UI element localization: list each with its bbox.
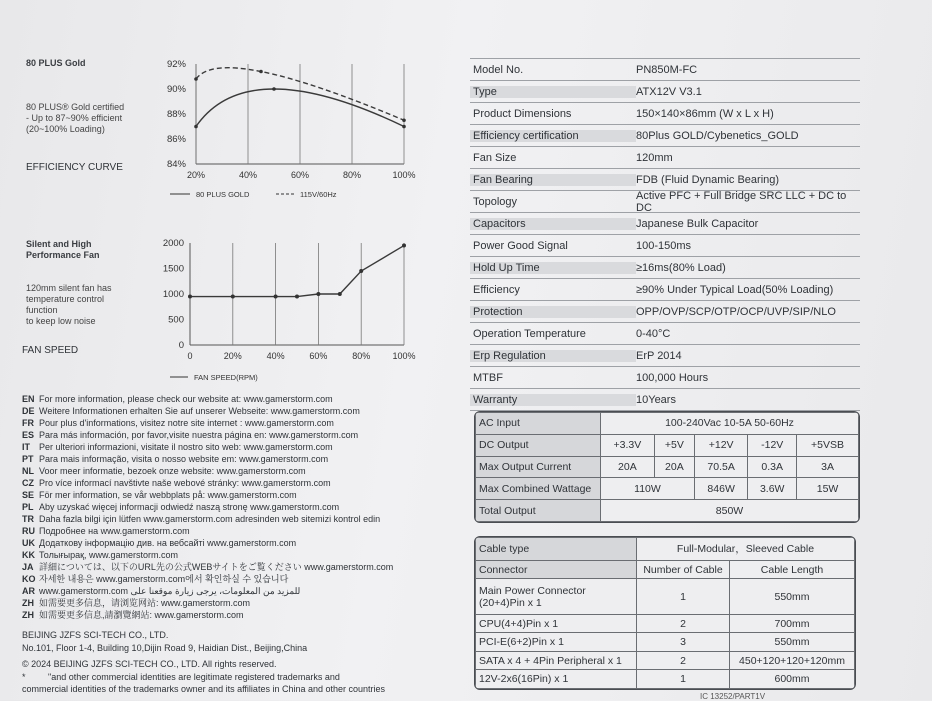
language-code: PT	[22, 454, 34, 464]
spec-key: Operation Temperature	[473, 327, 586, 340]
language-code: DE	[22, 406, 35, 416]
spec-row	[470, 257, 860, 279]
fan-label-line: Silent and High	[26, 239, 92, 249]
cable-cell: 600mm	[730, 670, 855, 689]
language-text: För mer information, se vår webbplats på: www.gamerstorm.com	[39, 490, 297, 500]
data-point	[402, 244, 406, 248]
fan-desc-line: to keep low noise	[26, 316, 96, 326]
spec-value: 0-40°C	[636, 327, 671, 340]
y-tick-label: 86%	[166, 134, 186, 145]
language-line	[22, 501, 393, 513]
spec-value: ATX12V V3.1	[636, 85, 702, 98]
cable-cell: 3	[637, 633, 730, 652]
x-tick-label: 100%	[392, 351, 416, 361]
ac-input-label: AC Input	[476, 413, 601, 435]
spec-row	[470, 323, 860, 345]
cable-cell: 2	[637, 651, 730, 670]
spec-row	[470, 235, 860, 257]
language-line	[22, 525, 393, 537]
cert-footnote: IC 13252/PART1V	[700, 692, 766, 701]
rail-cell: +12V	[694, 434, 747, 456]
language-line	[22, 609, 393, 621]
cable-row	[476, 614, 855, 633]
x-tick-label: 40%	[238, 170, 258, 180]
spec-key: Hold Up Time	[470, 262, 636, 274]
fan-label	[26, 239, 100, 261]
language-text: Pro více informací navštivte naše webové stránky: www.gamerstorm.com	[39, 478, 331, 488]
cable-cell: 2	[637, 614, 730, 633]
x-tick-label: 20%	[186, 170, 206, 180]
cable-row	[476, 579, 855, 615]
language-text: 如需要更多信息，请浏览网站: www.gamerstorm.com	[39, 598, 251, 608]
language-code: UK	[22, 538, 35, 548]
language-line	[22, 393, 393, 405]
spec-value: PN850M-FC	[636, 63, 698, 76]
length-header: Cable Length	[730, 560, 855, 579]
cable-cell: CPU(4+4)Pin x 1	[476, 614, 637, 633]
cable-type-label: Cable type	[476, 538, 637, 561]
x-tick-label: 80%	[342, 170, 362, 180]
legend-dashed-label: 115V/60Hz	[300, 190, 337, 199]
data-point	[259, 70, 263, 74]
rail-cell: +5V	[654, 434, 694, 456]
spec-value: Japanese Bulk Capacitor	[636, 217, 759, 230]
language-text: For more information, please check our website at: www.gamerstorm.com	[39, 394, 333, 404]
spec-key: Efficiency	[473, 283, 520, 296]
cable-cell: 1	[637, 670, 730, 689]
current-cell: 0.3A	[748, 456, 797, 478]
cert-line: - Up to 87~90% efficient	[26, 113, 123, 123]
spec-table	[470, 58, 860, 411]
spec-row	[470, 125, 860, 147]
x-tick-label: 40%	[266, 351, 285, 361]
language-line	[22, 477, 393, 489]
combined-cell: 3.6W	[748, 478, 797, 500]
fan-desc-line: function	[26, 305, 58, 315]
cert-line: (20~100% Loading)	[26, 124, 105, 134]
y-tick-label: 1500	[162, 263, 184, 275]
spec-key: Protection	[470, 306, 636, 318]
language-code: ZH	[22, 610, 34, 620]
connector-header: Connector	[476, 560, 637, 579]
spec-row	[470, 389, 860, 411]
x-tick-label: 80%	[352, 351, 371, 361]
current-cell: 3A	[797, 456, 859, 478]
data-point	[402, 118, 406, 122]
combined-cell: 15W	[797, 478, 859, 500]
spec-row	[470, 213, 860, 235]
language-line	[22, 573, 393, 585]
spec-row	[470, 279, 860, 301]
language-code: JA	[22, 562, 34, 572]
ac-input-value: 100-240Vac 10-5A 50-60Hz	[601, 413, 859, 435]
legend-label: FAN SPEED(RPM)	[194, 373, 258, 382]
efficiency-cert	[26, 102, 124, 135]
spec-value: ≥90% Under Typical Load(50% Loading)	[636, 283, 834, 296]
language-text: 如需要更多信息,請瀏覽網站: www.gamerstorm.com	[39, 610, 244, 620]
fan-desc-line: 120mm silent fan has	[26, 283, 112, 293]
spec-key: Topology	[473, 195, 518, 208]
language-text: Weitere Informationen erhalten Sie auf unserer Webseite: www.gamerstorm.com	[39, 406, 360, 416]
company-name: BEIJING JZFS SCI-TECH CO., LTD.	[22, 630, 169, 640]
language-code: TR	[22, 514, 34, 524]
spec-value: FDB (Fluid Dynamic Bearing)	[636, 173, 780, 186]
language-line	[22, 585, 393, 597]
y-tick-label: 500	[168, 314, 184, 326]
x-tick-label: 20%	[223, 351, 242, 361]
language-text: Para más información, por favor,visite nuestra página en: www.gamerstorm.com	[39, 430, 359, 440]
language-code: PL	[22, 502, 34, 512]
language-line	[22, 537, 393, 549]
language-code: KK	[22, 550, 35, 560]
cable-cell: 700mm	[730, 614, 855, 633]
rail-cell: +5VSB	[797, 434, 859, 456]
language-text: www.gamerstorm.com للمزيد من المعلومات، يرجى زيارة موقعنا على	[39, 586, 301, 596]
current-cell: 70.5A	[694, 456, 747, 478]
language-text: 자세한 내용은 www.gamerstorm.com에서 확인하실 수 있습니다	[39, 574, 289, 584]
spec-value: 100-150ms	[636, 239, 692, 252]
language-line	[22, 549, 393, 561]
cert-line: 80 PLUS® Gold certified	[26, 102, 125, 112]
language-code: SE	[22, 490, 35, 500]
spec-row	[470, 191, 860, 213]
spec-key: Erp Regulation	[470, 350, 636, 362]
cable-row	[476, 651, 855, 670]
language-line	[22, 489, 393, 501]
number-header: Number of Cable	[637, 560, 730, 579]
language-line	[22, 429, 393, 441]
spec-value: 100,000 Hours	[636, 371, 709, 384]
spec-value: Active PFC + Full Bridge SRC LLC + DC to DC	[636, 189, 847, 214]
fan-desc	[26, 283, 112, 327]
language-text: Толығырақ, www.gamerstorm.com	[39, 550, 179, 560]
spec-key: Model No.	[473, 63, 524, 76]
language-code: FR	[22, 418, 34, 428]
y-tick-label: 88%	[166, 109, 186, 120]
language-line	[22, 417, 393, 429]
y-tick-label: 92%	[166, 59, 186, 70]
spec-row	[470, 81, 860, 103]
language-text: Voor meer informatie, bezoek onze website: www.gamerstorm.com	[39, 466, 306, 476]
language-line	[22, 597, 393, 609]
spec-key: Power Good Signal	[473, 239, 568, 252]
trademark-text: "and other commercial identities are legitimate registered trademarks and	[48, 672, 340, 682]
trademark-line	[22, 672, 340, 683]
language-text: 詳細については、以下のURL先の公式WEBサイトをご覧ください www.gamerstorm.com	[39, 562, 394, 572]
language-code: CZ	[22, 478, 34, 488]
efficiency-title: EFFICIENCY CURVE	[26, 162, 123, 173]
rail-cell: -12V	[748, 434, 797, 456]
combined-cell: 110W	[601, 478, 695, 500]
y-tick-label: 0	[178, 340, 184, 351]
cable-cell: 1	[637, 579, 730, 615]
data-point	[316, 292, 320, 296]
language-text: Додаткову інформацію див. на вебсайті www.gamerstorm.com	[39, 538, 297, 548]
trademark-line-2: commercial identities of the trademarks owner and its affiliates in China and other countries	[22, 684, 386, 694]
language-code: AR	[22, 586, 35, 596]
data-point	[194, 125, 198, 129]
fan-title: FAN SPEED	[22, 345, 79, 356]
language-line	[22, 441, 393, 453]
cable-cell: SATA x 4 + 4Pin Peripheral x 1	[476, 651, 637, 670]
language-text: Aby uzyskać więcej informacji odwiedź naszą stronę www.gamerstorm.com	[39, 502, 340, 512]
spec-value: 10Years	[636, 393, 676, 406]
language-code: ZH	[22, 598, 34, 608]
language-info-list	[22, 393, 393, 621]
language-text: Подробнее на www.gamerstorm.com	[39, 526, 190, 536]
combined-cell: 846W	[694, 478, 747, 500]
spec-row	[470, 345, 860, 367]
data-point	[188, 295, 192, 299]
language-line	[22, 453, 393, 465]
cable-cell: 12V-2x6(16Pin) x 1	[476, 670, 637, 689]
language-text: Pour plus d'informations, visitez notre site internet : www.gamerstorm.com	[39, 418, 334, 428]
data-point	[272, 87, 276, 91]
spec-value: ErP 2014	[636, 349, 682, 362]
language-code: NL	[22, 466, 34, 476]
legend-solid-label: 80 PLUS GOLD	[196, 190, 250, 199]
efficiency-chart	[150, 52, 430, 207]
language-code: RU	[22, 526, 35, 536]
spec-key: Warranty	[470, 394, 636, 406]
total-output-value: 850W	[601, 500, 859, 522]
cable-cell: PCI-E(6+2)Pin x 1	[476, 633, 637, 652]
cable-row	[476, 633, 855, 652]
spec-key: Product Dimensions	[473, 107, 572, 120]
spec-value: ≥16ms(80% Load)	[636, 261, 726, 274]
dc-output-label: DC Output	[476, 434, 601, 456]
spec-row	[470, 58, 860, 81]
cable-cell: 550mm	[730, 633, 855, 652]
language-code: ES	[22, 430, 35, 440]
spec-value: 150×140×86mm (W x L x H)	[636, 107, 774, 120]
cable-cell: Main Power Connector (20+4)Pin x 1	[476, 579, 637, 615]
x-tick-label: 0	[187, 351, 193, 361]
fan-chart	[150, 234, 430, 386]
spec-row	[470, 367, 860, 389]
language-text: Per ulteriori informazioni, visitate il nostro sito web: www.gamerstorm.com	[39, 442, 333, 452]
x-tick-label: 60%	[290, 170, 310, 180]
y-tick-label: 84%	[166, 159, 186, 170]
language-code: EN	[22, 394, 35, 404]
data-point	[295, 295, 299, 299]
spec-row	[470, 301, 860, 323]
spec-row	[470, 169, 860, 191]
combined-label: Max Combined Wattage	[476, 478, 601, 500]
data-point	[338, 292, 342, 296]
spec-value: 80Plus GOLD/Cybenetics_GOLD	[636, 129, 799, 142]
spec-key: Efficiency certification	[470, 130, 636, 142]
data-point	[359, 269, 363, 273]
data-point	[194, 77, 198, 81]
language-code: IT	[22, 442, 30, 452]
spec-key: MTBF	[473, 371, 503, 384]
language-text: Daha fazla bilgi için lütfen www.gamerstorm.com adresinden web sitemizi kontrol edin	[39, 514, 381, 524]
logo-mark: *	[22, 672, 26, 682]
efficiency-label: 80 PLUS Gold	[26, 58, 86, 68]
y-tick-label: 90%	[166, 84, 186, 95]
language-line	[22, 405, 393, 417]
data-point	[231, 295, 235, 299]
x-tick-label: 60%	[309, 351, 328, 361]
spec-key: Fan Size	[473, 151, 517, 164]
spec-key: Type	[470, 86, 636, 98]
cable-type-value: Full-Modular，Sleeved Cable	[637, 538, 855, 561]
spec-key: Capacitors	[470, 218, 636, 230]
y-tick-label: 1000	[162, 289, 184, 300]
language-text: Para mais informação, visita o nosso website em: www.gamerstorm.com	[39, 454, 329, 464]
y-tick-label: 2000	[162, 238, 184, 249]
spec-value: OPP/OVP/SCP/OTP/OCP/UVP/SIP/NLO	[636, 305, 836, 318]
x-tick-label: 100%	[392, 170, 416, 180]
total-output-label: Total Output	[476, 500, 601, 522]
cable-cell: 450+120+120+120mm	[730, 651, 855, 670]
max-current-label: Max Output Current	[476, 456, 601, 478]
spec-row	[470, 147, 860, 169]
current-cell: 20A	[601, 456, 655, 478]
language-line	[22, 561, 393, 573]
output-table	[474, 411, 860, 523]
copyright: © 2024 BEIJING JZFS SCI-TECH CO., LTD. All rights reserved.	[22, 659, 277, 669]
current-cell: 20A	[654, 456, 694, 478]
spec-value: 120mm	[636, 151, 673, 164]
fan-label-line: Performance Fan	[26, 250, 100, 260]
company-address: No.101, Floor 1-4, Building 10,Dijin Road 9, Haidian Dist., Beijing,China	[22, 643, 308, 653]
fan-desc-line: temperature control	[26, 294, 105, 304]
cable-row	[476, 670, 855, 689]
series-line	[190, 246, 404, 297]
data-point	[402, 125, 406, 129]
cable-table	[474, 536, 856, 690]
cable-cell: 550mm	[730, 579, 855, 615]
language-code: KO	[22, 574, 36, 584]
data-point	[274, 295, 278, 299]
language-line	[22, 513, 393, 525]
spec-key: Fan Bearing	[470, 174, 636, 186]
spec-row	[470, 103, 860, 125]
language-line	[22, 465, 393, 477]
rail-cell: +3.3V	[601, 434, 655, 456]
